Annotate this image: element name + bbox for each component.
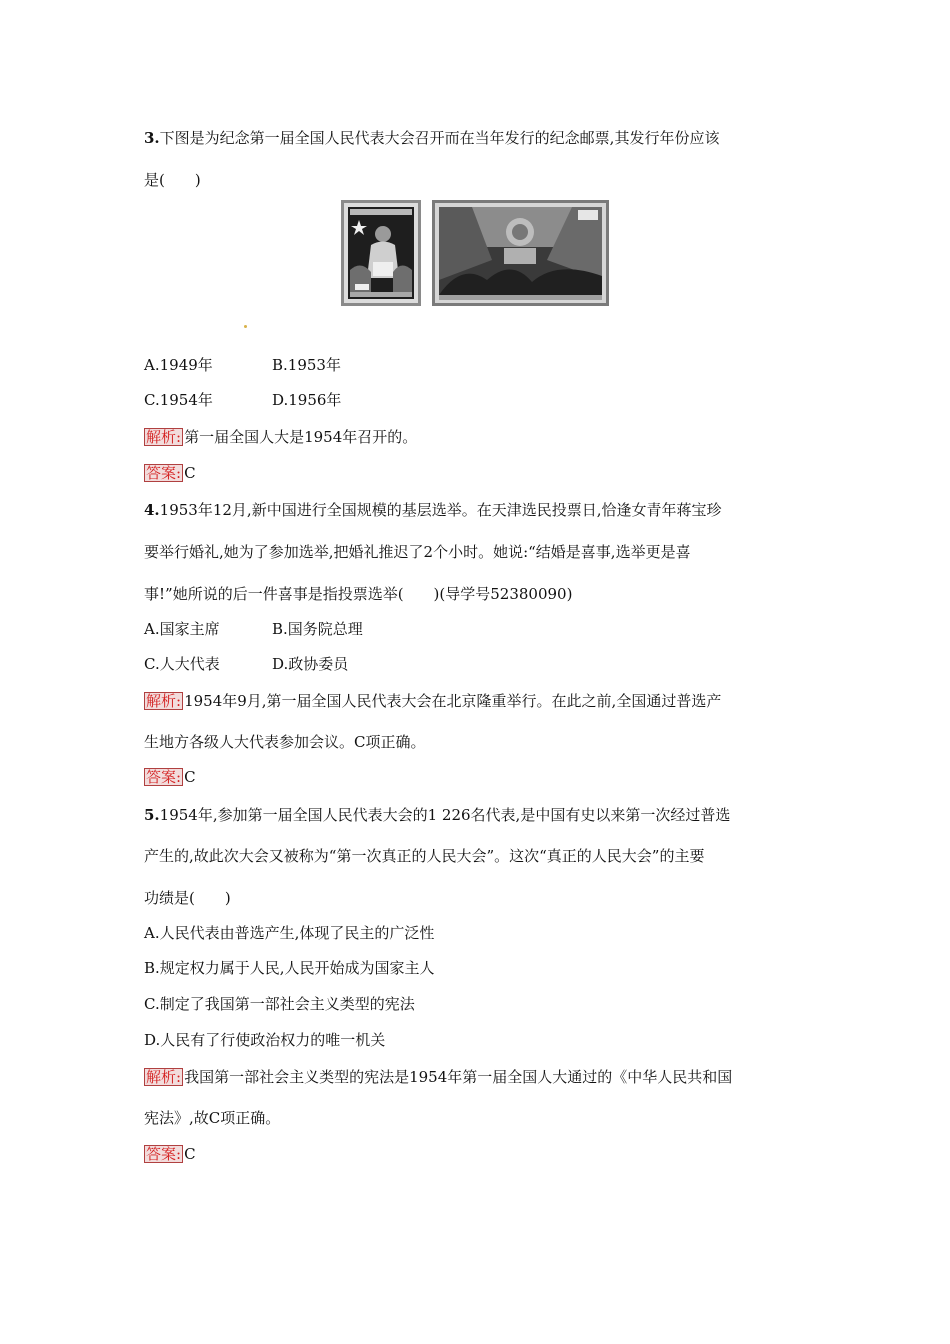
stamp-images xyxy=(341,200,611,306)
q3-option-c[interactable]: C.1954年 xyxy=(144,391,213,409)
q4-analysis-line1 xyxy=(144,691,721,711)
q5-option-d[interactable]: D.人民有了行使政治权力的唯一机关 xyxy=(144,1031,386,1049)
q5-analysis-text1: 我国第一部社会主义类型的宪法是1954年第一届全国人大通过的《中华人民共和国 xyxy=(184,1068,733,1086)
q4-option-a[interactable]: A.国家主席 xyxy=(144,620,220,638)
q4-option-b[interactable]: B.国务院总理 xyxy=(272,620,363,638)
q3-options-row2 xyxy=(144,390,341,410)
answer-label: 答案: xyxy=(146,1145,182,1163)
q5-stem-line2: 产生的,故此次大会又被称为“第一次真正的人民大会”。这次“真正的人民大会”的主要 xyxy=(144,847,705,865)
q5-analysis-line1 xyxy=(144,1067,732,1087)
q4-answer xyxy=(144,767,196,787)
q3-number: 3. xyxy=(144,129,160,147)
q3-answer xyxy=(144,463,196,483)
analysis-label: 解析: xyxy=(146,1068,182,1086)
q4-stem-line1 xyxy=(144,500,721,520)
answer-label: 答案: xyxy=(146,768,182,786)
answer-label: 答案: xyxy=(146,464,182,482)
q5-stem-line1 xyxy=(144,805,730,825)
q3-analysis xyxy=(144,427,417,447)
q5-stem-text1: 1954年,参加第一届全国人民代表大会的1 226名代表,是中国有史以来第一次经过普选 xyxy=(159,806,731,824)
q5-option-a[interactable]: A.人民代表由普选产生,体现了民主的广泛性 xyxy=(144,924,435,942)
q4-options-row2 xyxy=(144,654,348,674)
q3-option-b[interactable]: B.1953年 xyxy=(272,356,341,374)
q4-answer-value: C xyxy=(184,768,196,786)
q4-options-row1 xyxy=(144,619,363,639)
q4-option-c[interactable]: C.人大代表 xyxy=(144,655,220,673)
q5-option-b[interactable]: B.规定权力属于人民,人民开始成为国家主人 xyxy=(144,959,435,977)
q4-analysis-line2: 生地方各级人大代表参加会议。C项正确。 xyxy=(144,733,426,751)
q4-stem-line2: 要举行婚礼,她为了参加选举,把婚礼推迟了2个小时。她说:“结婚是喜事,选举更是喜 xyxy=(144,543,691,561)
q3-stem-text1: 下图是为纪念第一届全国人民代表大会召开而在当年发行的纪念邮票,其发行年份应该 xyxy=(159,129,720,147)
analysis-label: 解析: xyxy=(146,692,182,710)
q5-analysis-line2: 宪法》,故C项正确。 xyxy=(144,1109,281,1127)
q4-stem-text1: 1953年12月,新中国进行全国规模的基层选举。在天津选民投票日,恰逢女青年蒋宝珍 xyxy=(159,501,722,519)
q3-analysis-text: 第一届全国人大是1954年召开的。 xyxy=(184,428,418,446)
q3-option-d[interactable]: D.1956年 xyxy=(272,391,342,409)
q4-analysis-text1: 1954年9月,第一届全国人民代表大会在北京隆重举行。在此之前,全国通过普选产 xyxy=(184,692,722,710)
q4-option-d[interactable]: D.政协委员 xyxy=(272,655,349,673)
q5-stem-line3: 功绩是( ) xyxy=(144,889,231,907)
q3-answer-value: C xyxy=(184,464,196,482)
commemorative-stamps-image xyxy=(341,200,611,306)
q3-options-row1 xyxy=(144,355,341,375)
right-stamp xyxy=(432,200,609,306)
q3-option-a[interactable]: A.1949年 xyxy=(144,356,213,374)
q5-answer xyxy=(144,1144,196,1164)
speck-mark xyxy=(244,325,247,328)
q4-stem-line3: 事!”她所说的后一件喜事是指投票选举( )(导学号52380090) xyxy=(144,585,573,603)
q4-number: 4. xyxy=(144,501,160,519)
q3-stem-line1 xyxy=(144,128,719,148)
analysis-label: 解析: xyxy=(146,428,182,446)
q3-stem-line2: 是( ) xyxy=(144,171,201,189)
q5-number: 5. xyxy=(144,806,160,824)
left-stamp xyxy=(341,200,421,306)
q5-answer-value: C xyxy=(184,1145,196,1163)
q5-option-c[interactable]: C.制定了我国第一部社会主义类型的宪法 xyxy=(144,995,415,1013)
